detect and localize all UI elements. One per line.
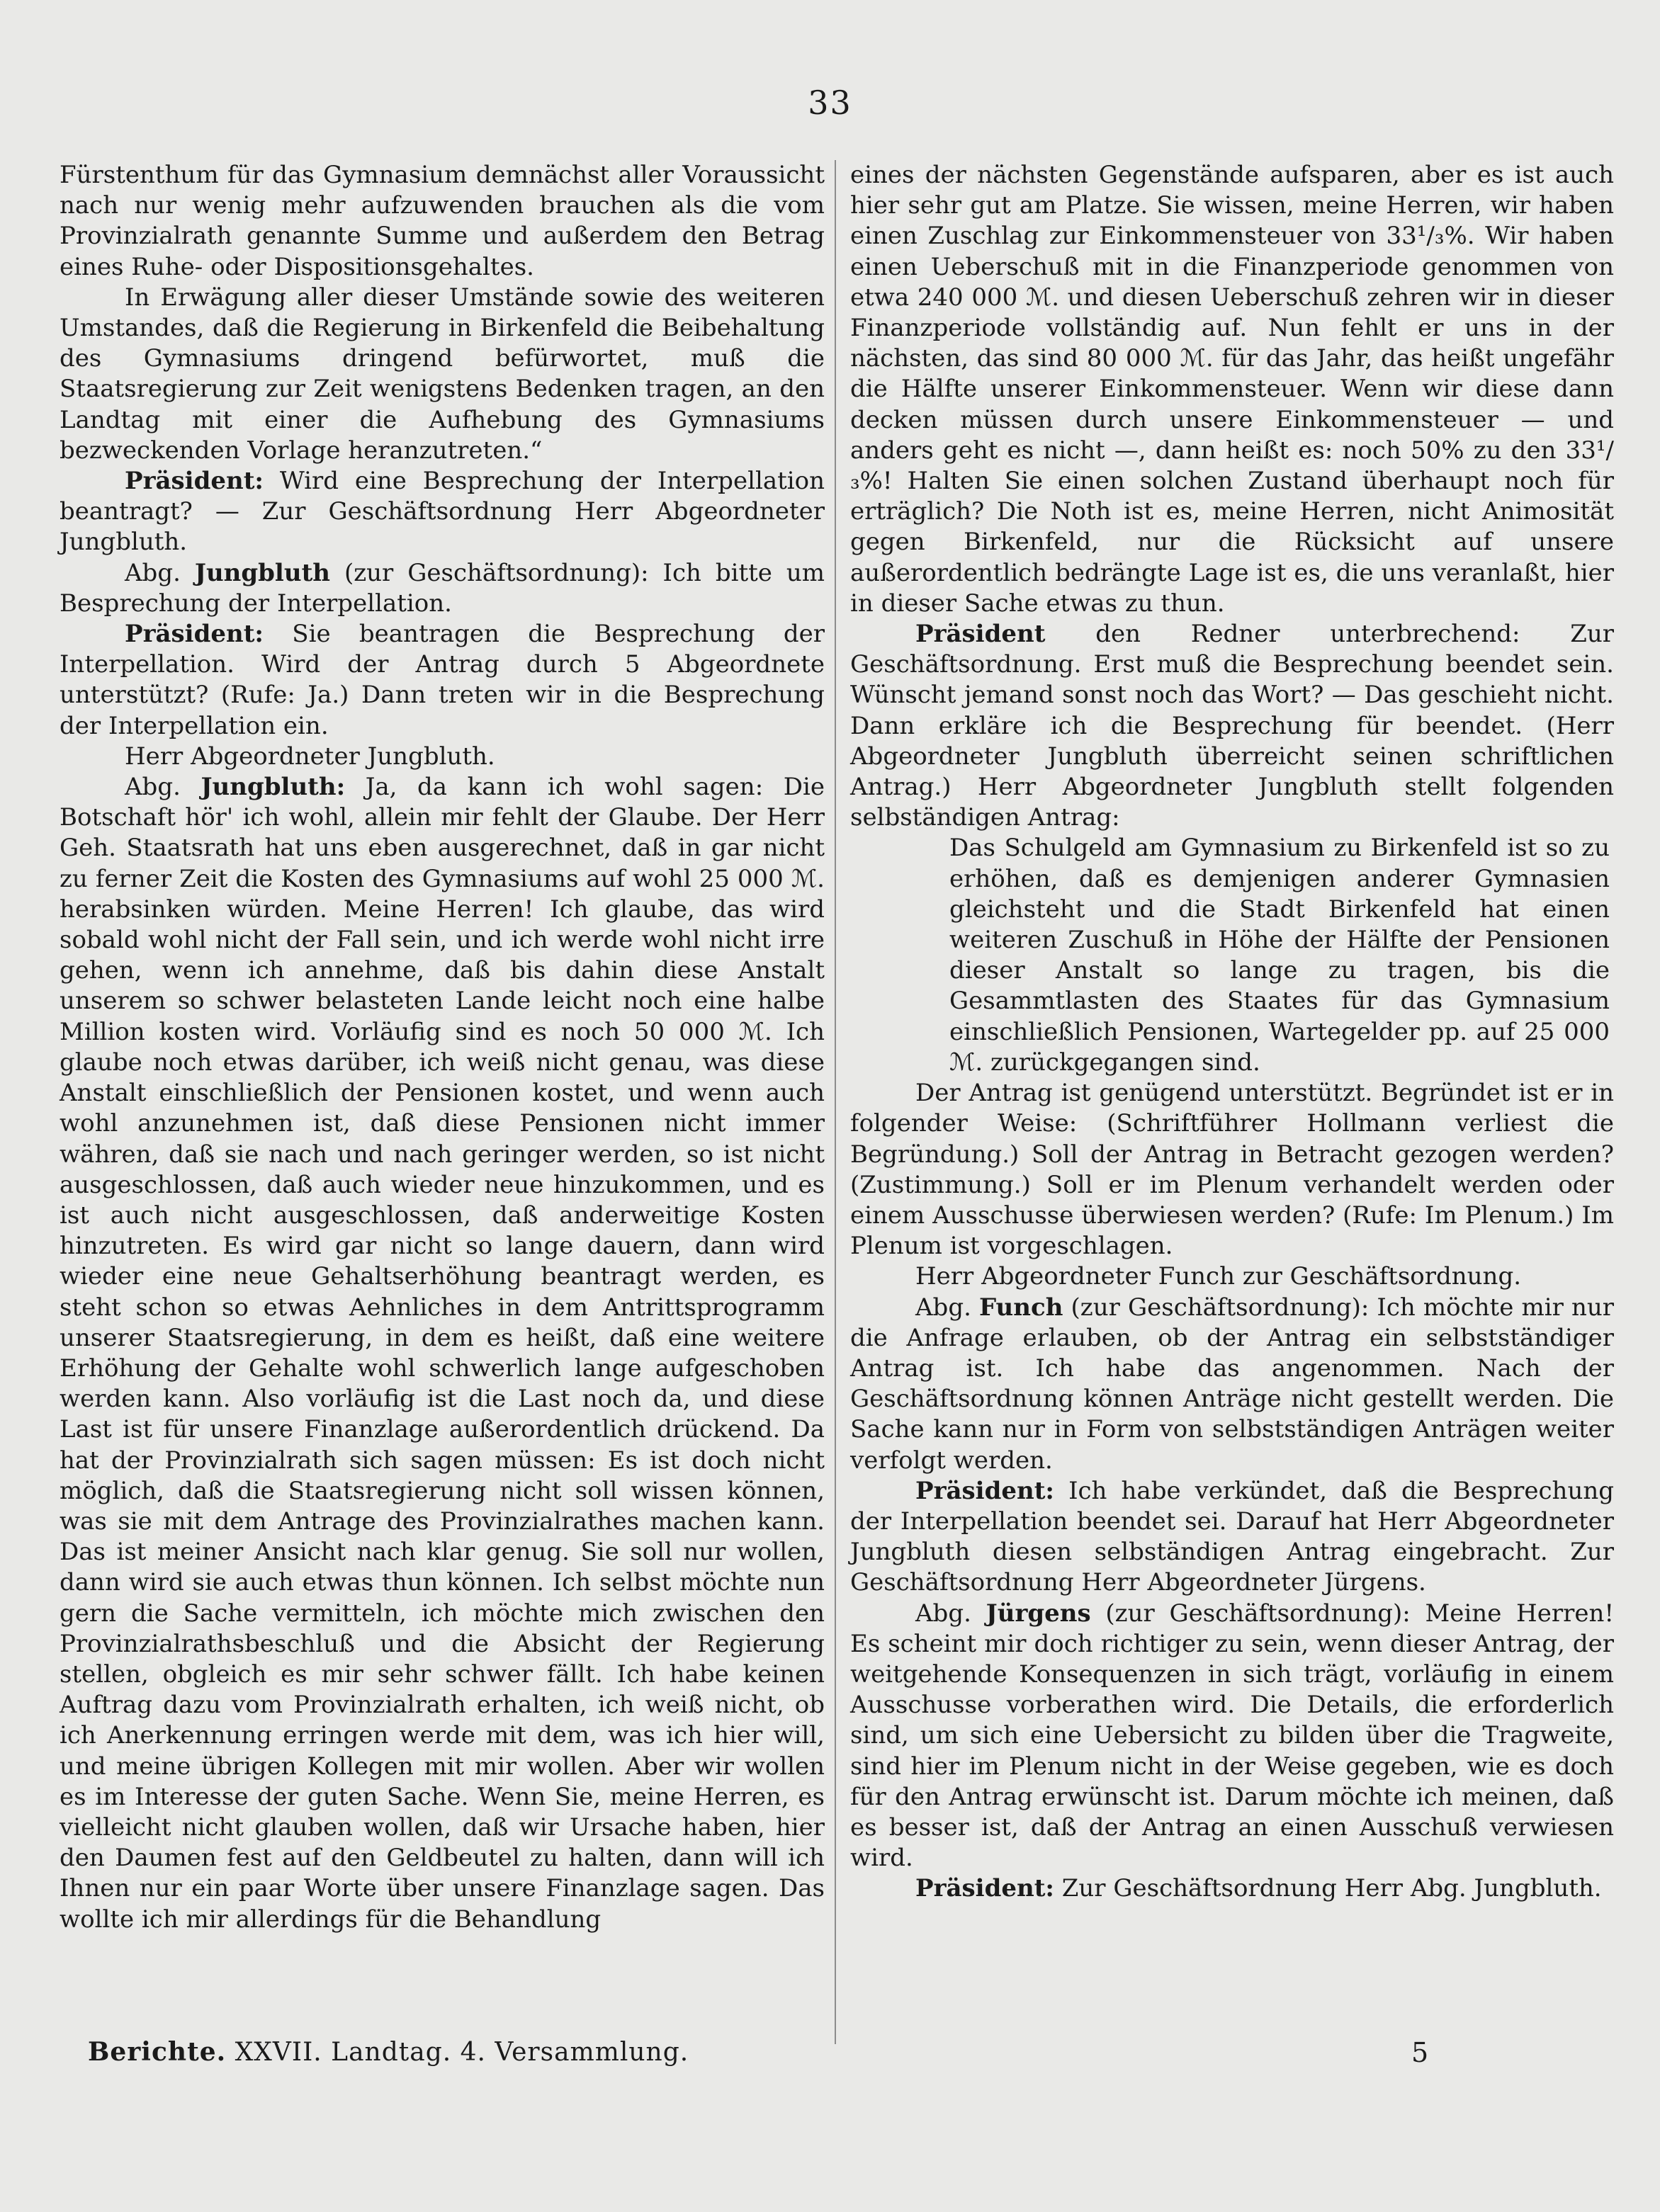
paragraph [850,1599,1614,1874]
paragraph-text: Ich habe verkündet, daß die Besprechung der Interpellation beendet sei. Darauf hat Herr Abgeordneter Jungbluth diesen selbständigen Antrag eingebracht. Zur Geschäftsordnung Herr Abgeordneter Jürgens. [850,1476,1615,1597]
paragraph-text: den Redner unterbrechend: Zur Geschäftsordnung. Erst muß die Besprechung beendet sein. Wünscht jemand sonst noch das Wort? — Das geschieht nicht. Dann erkläre ich die Besprechung für beendet. (Herr Abgeordneter Jungbluth überreicht seinen schriftlichen Antrag.) Herr Abgeordneter Jungbluth stellt folgenden selbständigen Antrag: [850,620,1614,832]
paragraph [850,619,1614,833]
speaker-name: Präsident: [915,1874,1054,1903]
speaker-prefix: Abg. [125,773,181,802]
speaker-prefix: Abg. [915,1293,971,1322]
paragraph-text: Zur Geschäftsordnung Herr Abg. Jungbluth. [1061,1874,1602,1903]
speaker-name: Präsident: [125,467,264,496]
speaker-prefix: Abg. [125,558,181,587]
speaker-name: Präsident [915,620,1046,649]
paragraph [60,466,825,558]
signature-mark: 5 [1411,2037,1429,2068]
paragraph: In Erwägung aller dieser Umstände sowie des weiteren Umstandes, daß die Regierung in Birkenfeld die Beibehaltung des Gymnasiums dringend befürwortet, muß die Staatsregierung zur Zeit wenigstens Bedenken tragen, an den Landtag mit einer die Aufhebung des Gymnasiums bezweckenden Vorlage heranzutreten.“ [60,283,825,465]
speaker-name: Funch [979,1293,1063,1322]
paragraph [60,558,825,619]
paragraph [850,1476,1614,1599]
paragraph-text: (zur Geschäftsordnung): Meine Herren! Es scheint mir doch richtiger zu sein, wenn dieser Antrag, der weitgehende Konsequenzen in sich trägt, vorläufig in einem Ausschusse vorberathen wird. Die Details, die erforderlich sind, um sich eine Uebersicht zu bilden über die Tragweite, sind hier im Plenum nicht in der Weise gegeben, wie es doch für den Antrag erwünscht ist. Darum möchte ich meinen, daß es besser ist, daß der Antrag an einen Ausschuß verwiesen wird. [850,1599,1615,1873]
paragraph-text: Sie beantragen die Besprechung der Interpellation. Wird der Antrag durch 5 Abgeordnete unterstützt? (Rufe: Ja.) Dann treten wir in die Besprechung der Interpellation ein. [60,620,825,740]
footer [88,2037,689,2067]
right-column [850,160,1614,1905]
speaker-name: Präsident: [915,1476,1054,1505]
paragraph-text: (zur Geschäftsordnung): Ich bitte um Besprechung der Interpellation. [60,558,825,618]
speaker-name: Präsident: [125,620,264,649]
speaker-name: Jungbluth [194,558,330,587]
page-number: 33 [808,84,852,122]
paragraph: eines der nächsten Gegenstände aufsparen, aber es ist auch hier sehr gut am Platze. Sie wissen, meine Herren, wir haben einen Zuschlag zur Einkommensteuer von 33¹/₃%. Wir haben einen Ueberschuß mit in die Finanzperiode genommen von etwa 240 000 ℳ. und diesen Ueberschuß zehren wir in dieser Finanzperiode vollständig auf. Nun fehlt er uns in der nächsten, das sind 80 000 ℳ. für das Jahr, das heißt ungefähr die Hälfte unserer Einkommensteuer. Wenn wir diese dann decken müssen durch unsere Einkommensteuer — und anders geht es nicht —, dann heißt es: noch 50% zu den 33¹/₃%! Halten Sie einen solchen Zustand überhaupt noch für erträglich? Die Noth ist es, meine Herren, nicht Animosität gegen Birkenfeld, nur die Rücksicht auf unsere außerordentlich bedrängte Lage ist es, die uns veranlaßt, hier in dieser Sache etwas zu thun. [850,161,1614,618]
paragraph [850,1293,1614,1476]
paragraph [850,1873,1614,1904]
paragraph [60,772,825,1935]
paragraph: Der Antrag ist genügend unterstützt. Begründet ist er in folgender Weise: (Schriftführer Hollmann verliest die Begründung.) Soll der Antrag in Betracht gezogen werden? (Zustimmung.) Soll er im Plenum verhandelt werden oder einem Ausschusse überwiesen werden? (Rufe: Im Plenum.) Im Plenum ist vorgeschlagen. [850,1079,1614,1261]
footer-label: Berichte. [88,2037,227,2067]
paragraph-text: Wird eine Besprechung der Interpellation beantragt? — Zur Geschäftsordnung Herr Abgeordneter Jungbluth. [60,467,825,557]
paragraph: Herr Abgeordneter Funch zur Geschäftsordnung. [915,1262,1522,1291]
speaker-prefix: Abg. [915,1599,971,1628]
footer-text: XXVII. Landtag. 4. Versammlung. [235,2038,689,2067]
paragraph-text: Ja, da kann ich wohl sagen: Die Botschaft hör' ich wohl, allein mir fehlt der Glaube. Der Herr Geh. Staatsrath hat uns eben ausgerechnet, daß in gar nicht zu ferner Zeit die Kosten des Gymnasiums auf wohl 25 000 ℳ. herabsinken würden. Meine Herren! Ich glaube, das wird sobald wohl nicht der Fall sein, und ich werde wohl nicht irre gehen, wenn ich annehme, daß bis dahin diese Anstalt unserem so schwer belasteten Lande leicht noch eine halbe Million kosten wird. Vorläufig sind es noch 50 000 ℳ. Ich glaube noch etwas darüber, ich weiß nicht genau, was diese Anstalt einschließlich der Pensionen kostet, und wenn auch wohl anzunehmen ist, daß diese Pensionen nicht immer währen, daß sie nach und nach geringer werden, so ist nicht ausgeschlossen, daß auch wieder neue hinzukommen, und es ist auch nicht ausgeschlossen, daß anderweitige Kosten hinzutreten. Es wird gar nicht so lange dauern, dann wird wieder eine neue Gehaltserhöhung beantragt werden, es steht schon so etwas Aehnliches in dem Antrittsprogramm unserer Staatsregierung, in dem es heißt, daß eine weitere Erhöhung der Gehalte wohl schwerlich lange aufgeschoben werden kann. Also vorläufig ist die Last noch da, und diese Last ist für unsere Finanzlage außerordentlich drückend. Da hat der Provinzialrath sich sagen müssen: Es ist doch nicht möglich, daß die Staatsregierung nicht soll wissen können, was sie mit dem Antrage des Provinzialrathes machen kann. Das ist meiner Ansicht nach klar genug. Sie soll nur wollen, dann wird sie auch etwas thun können. Ich selbst möchte nun gern die Sache vermitteln, ich möchte mich zwischen den Provinzialrathsbeschluß und die Absicht der Regierung stellen, obgleich es mir sehr schwer fällt. Ich habe keinen Auftrag dazu vom Provinzialrath erhalten, ich weiß nicht, ob ich Anerkennung erringen werde mit dem, was ich hier will, und meine übrigen Kollegen mit mir wollen. Aber wir wollen es im Interesse der guten Sache. Wenn Sie, meine Herren, es vielleicht nicht glauben wollen, daß wir Ursache haben, hier den Daumen fest auf den Geldbeutel zu halten, dann will ich Ihnen nur ein paar Worte über unsere Finanzlage sagen. Das wollte ich mir allerdings für die Behandlung [60,773,825,1934]
speaker-name: Jungbluth: [201,773,346,802]
speaker-name: Jürgens [986,1599,1091,1628]
paragraph [60,619,825,742]
paragraph: Herr Abgeordneter Jungbluth. [125,742,495,771]
column-rule [835,160,836,2044]
paragraph-text: (zur Geschäftsordnung): Ich möchte mir nur die Anfrage erlauben, ob der Antrag ein selbstständiger Antrag ist. Ich habe das angenommen. Nach der Geschäftsordnung können Anträge nicht gestellt werden. Die Sache kann nur in Form von selbstständigen Anträgen weiter verfolgt werden. [850,1293,1614,1475]
paragraph: Fürstenthum für das Gymnasium demnächst aller Voraussicht nach nur wenig mehr aufzuwenden brauchen als die vom Provinzialrath genannte Summe und außerdem den Betrag eines Ruhe- oder Dispositionsgehaltes. [60,161,825,281]
motion-text: Das Schulgeld am Gymnasium zu Birkenfeld ist so zu erhöhen, daß es demjenigen anderer Gymnasien gleichsteht und die Stadt Birkenfeld hat einen weiteren Zuschuß in Höhe der Hälfte der Pensionen dieser Anstalt so lange zu tragen, bis die Gesammtlasten des Staates für das Gymnasium einschließlich Pensionen, Wartegelder pp. auf 25 000 ℳ. zurückgegangen sind. [949,834,1610,1077]
left-column [60,160,825,1935]
